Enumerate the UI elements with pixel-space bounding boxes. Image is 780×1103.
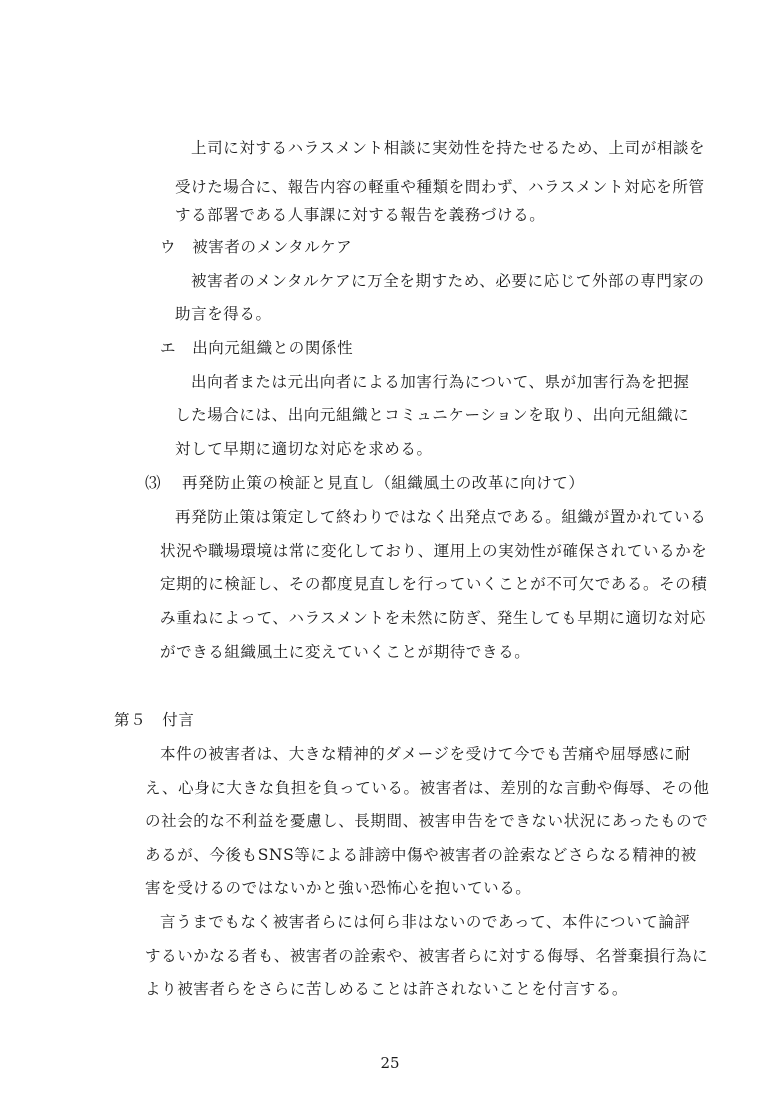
subheading-e: エ 出向元組織との関係性	[160, 339, 354, 357]
paragraph-line: 助言を得る。	[175, 305, 272, 323]
item-heading: 再発防止策の検証と見直し（組織風土の改革に向けて）	[182, 474, 585, 492]
paragraph-line: する部署である人事課に対する報告を義務づける。	[175, 206, 546, 224]
paragraph-line: した場合には、出向元組織とコミュニケーションを取り、出向元組織に	[175, 406, 690, 424]
section-heading: 第５ 付言	[114, 711, 195, 729]
paragraph-line: 上司に対するハラスメント相談に実効性を持たせるため、上司が相談を	[191, 139, 706, 157]
paragraph-line: 状況や職場環境は常に変化しており、運用上の実効性が確保されているかを	[160, 542, 708, 560]
paragraph-line: 本件の被害者は、大きな精神的ダメージを受けて今でも苦痛や屈辱感に耐	[160, 745, 691, 763]
paragraph-line: 受けた場合に、報告内容の軽重や種類を問わず、ハラスメント対応を所管	[175, 178, 705, 196]
paragraph-line: 被害者のメンタルケアに万全を期すため、必要に応じて外部の専門家の	[191, 272, 705, 290]
paragraph-line: より被害者らをさらに苦しめることは許されないことを付言する。	[145, 980, 629, 998]
paragraph-line: するいかなる者も、被害者の詮索や、被害者らに対する侮辱、名誉棄損行為に	[145, 947, 709, 965]
paragraph-line: 対して早期に適切な対応を求める。	[175, 440, 433, 458]
paragraph-line: え、心身に大きな負担を負っている。被害者は、差別的な言動や侮辱、その他	[145, 779, 710, 797]
paragraph-line: の社会的な不利益を憂慮し、長期間、被害申告をできない状況にあったもので	[145, 812, 709, 830]
paragraph-line: 言うまでもなく被害者らには何ら非はないのであって、本件について論評	[160, 913, 691, 931]
paragraph-line: あるが、今後もSNS等による誹謗中傷や被害者の詮索などさらなる精神的被	[145, 846, 697, 864]
page-number: 25	[380, 1054, 400, 1072]
paragraph-line: 出向者または元出向者による加害行為について、県が加害行為を把握	[191, 373, 690, 391]
paragraph-line: 定期的に検証し、その都度見直しを行っていくことが不可欠である。その積	[160, 575, 708, 593]
paragraph-line: 害を受けるのではないかと強い恐怖心を抱いている。	[145, 879, 532, 897]
item-number: ⑶	[145, 474, 162, 492]
paragraph-line: み重ねによって、ハラスメントを未然に防ぎ、発生しても早期に適切な対応	[160, 609, 707, 627]
subheading-u: ウ 被害者のメンタルケア	[160, 238, 353, 256]
paragraph-line: 再発防止策は策定して終わりではなく出発点である。組織が置かれている	[175, 508, 707, 526]
paragraph-line: ができる組織風土に変えていくことが期待できる。	[160, 643, 531, 661]
